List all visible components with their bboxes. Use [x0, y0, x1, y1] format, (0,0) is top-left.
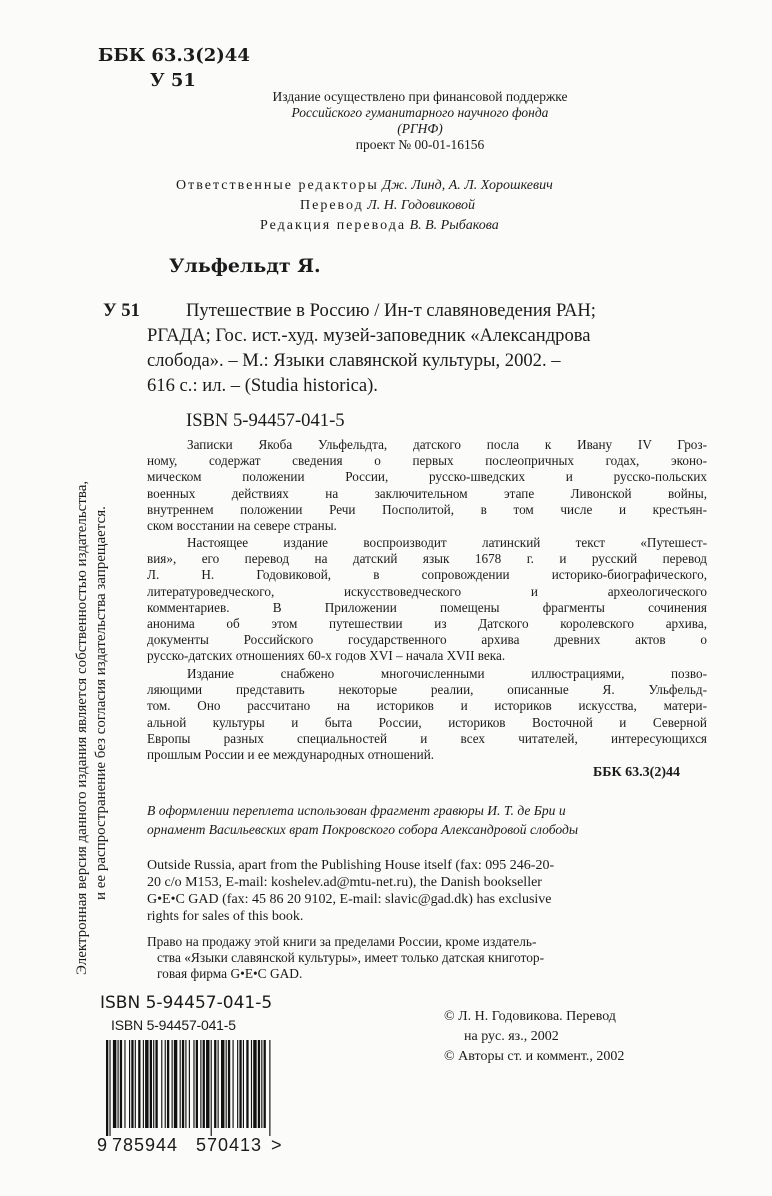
barcode-bar	[143, 1040, 144, 1128]
rights-russian	[147, 934, 707, 982]
barcode-bar	[150, 1040, 152, 1128]
catalog-line-4: 616 с.: ил. – (Studia historica).	[147, 375, 378, 396]
author-heading: Ульфельдт Я.	[169, 255, 321, 277]
barcode-bar	[155, 1040, 157, 1128]
catalog-line-2: РГАДА; Гос. ист.-худ. музей-заповедник «Александрова	[147, 325, 591, 346]
abstract-line: ному, содержат сведения о первых послеопричных годах, эконо-	[147, 453, 707, 469]
translation-name: Л. Н. Годовиковой	[367, 198, 475, 213]
barcode-bar	[120, 1040, 122, 1128]
author-mark: У 51	[150, 70, 196, 91]
barcode-bar	[153, 1040, 154, 1128]
barcode-digits-right: 570413	[196, 1135, 263, 1155]
funding-line-3: (РГНФ)	[397, 121, 443, 136]
barcode-bar	[251, 1040, 252, 1128]
barcode-top-text: ISBN 5-94457-041-5	[111, 1017, 236, 1033]
barcode-bar	[165, 1040, 166, 1128]
abstract-line: ляющими представить некоторые реалии, описанные Я. Ульфельд-	[147, 682, 707, 698]
abstract-line: русско-датских отношениях 60-х годов XVI – начала XVII века.	[147, 648, 506, 664]
barcode-bar	[239, 1040, 241, 1128]
side-notice-line-1: Электронная версия данного издания является собственностью издательства,	[74, 480, 90, 975]
rights-en-line: 20 c/o M153, E-mail: koshelev.ad@mtu-net.ru), the Danish bookseller	[147, 875, 542, 890]
abstract-line: Европы разных специальностей и всех читателей, интересующихся	[147, 730, 707, 746]
translation-label: Перевод	[300, 198, 364, 213]
rights-ru-line: говая фирма G•E•C GAD.	[157, 966, 303, 981]
translation-editor-name: В. В. Рыбакова	[409, 218, 499, 233]
copyright-block	[444, 1007, 624, 1067]
abstract-line: Записки Якоба Ульфельдта, датского посла к Ивану IV Гроз-	[187, 437, 707, 452]
barcode-bar	[243, 1040, 244, 1128]
barcode-bar	[118, 1040, 119, 1128]
abstract-line: ском восстании на севере страны.	[147, 518, 337, 534]
rights-english	[147, 857, 707, 925]
barcode-bar	[129, 1040, 130, 1128]
barcode-bar	[228, 1040, 230, 1128]
barcode-bar	[172, 1040, 173, 1128]
editors-line	[176, 178, 553, 194]
barcode-bar	[196, 1040, 198, 1128]
isbn-bottom: ISBN 5-94457-041-5	[100, 993, 273, 1013]
barcode-bar	[206, 1040, 209, 1128]
barcode-bar	[106, 1040, 108, 1136]
abstract-line: анонима об этом путешествии из Датского королевского архива,	[147, 616, 707, 632]
copyright-line-3: © Авторы ст. и коммент., 2002	[444, 1049, 625, 1064]
rights-en-line: G•E•C GAD (fax: 45 86 20 9102, E-mail: slavic@gad.dk) has exclusive	[147, 892, 552, 907]
abstract-line: вия», его перевод на датский язык 1678 г. и русский перевод	[147, 551, 707, 567]
barcode-digits-left: 785944	[112, 1135, 179, 1155]
copyright-line-1: © Л. Н. Годовикова. Перевод	[444, 1009, 616, 1024]
barcode-bar	[221, 1040, 224, 1128]
barcode-bar	[182, 1040, 184, 1128]
barcode-bar	[167, 1040, 169, 1128]
rights-ru-line: ства «Языки славянской культуры», имеет только датская книготор-	[157, 950, 545, 965]
barcode-bar	[193, 1040, 194, 1128]
barcode-bar	[264, 1040, 266, 1128]
abstract-line: Л. Н. Годовиковой, в сопровождении историко-биографического,	[147, 567, 707, 583]
abstract-line: мическом положении России, русско-шведских и русско-польских	[147, 469, 707, 485]
abstract-line: прошлым России и ее международных отношений.	[147, 747, 435, 763]
barcode-bar	[185, 1040, 186, 1128]
rights-en-line: rights for sales of this book.	[147, 909, 304, 924]
barcode-bar	[261, 1040, 262, 1128]
barcode-bar	[174, 1040, 177, 1128]
barcode-bar	[113, 1040, 116, 1128]
barcode-bar	[180, 1040, 181, 1128]
translation-editor-label: Редакция перевода	[260, 218, 407, 233]
catalog-mark: У 51	[103, 300, 140, 321]
editors-names: Дж. Линд, А. Л. Хорошкевич	[382, 178, 553, 193]
abstract-line: том. Оно рассчитано на историков и историков искусства, матери-	[147, 698, 707, 714]
barcode-bar	[246, 1040, 248, 1128]
barcode-bar	[189, 1040, 190, 1128]
funding-line-1: Издание осуществлено при финансовой поддержке	[272, 89, 568, 104]
abstract-paragraph-1	[147, 437, 707, 534]
abstract-line: литературоведческого, искусствоведческого и археологического	[147, 583, 707, 599]
catalog-line-3: слобода». – М.: Языки славянской культуры, 2002. –	[147, 350, 561, 371]
barcode-bar	[200, 1040, 201, 1128]
barcode-bar	[226, 1040, 227, 1128]
catalog-isbn: ISBN 5-94457-041-5	[186, 410, 345, 431]
translation-line	[300, 198, 475, 214]
barcode-bar	[131, 1040, 133, 1128]
barcode-bar	[124, 1040, 125, 1128]
cover-note-line-1: В оформлении переплета использован фрагмент гравюры И. Т. де Бри и	[147, 803, 566, 818]
abstract-line: документы Российского государственного архива древних актов о	[147, 632, 707, 648]
abstract-line: комментариев. В Приложении помещены фрагменты сочинения	[147, 599, 707, 615]
barcode-bar	[211, 1040, 212, 1136]
barcode-bar	[161, 1040, 162, 1128]
barcode-bar	[237, 1040, 238, 1128]
barcode-bar	[203, 1040, 205, 1128]
abstract-line: военных действиях на заключительном этапе Ливонской войны,	[147, 485, 707, 501]
barcode-bar	[218, 1040, 219, 1128]
copyright-line-2: на рус. яз., 2002	[464, 1029, 559, 1044]
barcode-arrow: >	[271, 1135, 282, 1155]
barcode-bar	[233, 1040, 234, 1128]
barcode-bar	[253, 1040, 256, 1128]
bbk-index: ББК 63.3(2)44	[98, 45, 250, 66]
side-notice-line-2: и ее распространение без согласия издательства запрещается.	[93, 506, 109, 900]
funding-line-2: Российского гуманитарного научного фонда	[291, 105, 549, 120]
barcode-bar	[135, 1040, 136, 1128]
abstract-line: внутреннем положении Речи Посполитой, в том числе и крестьян-	[147, 501, 707, 517]
abstract-bbk: ББК 63.3(2)44	[593, 765, 680, 780]
rights-ru-line: Право на продажу этой книги за пределами России, кроме издатель-	[147, 934, 537, 949]
abstract-line: Настоящее издание воспроизводит латинский текст «Путешест-	[187, 535, 707, 550]
editors-label: Ответственные редакторы	[176, 178, 379, 193]
funding-line-4: проект № 00-01-16156	[355, 137, 485, 152]
barcode-digit-first: 9	[97, 1135, 108, 1155]
barcode-bar	[269, 1040, 270, 1136]
abstract-line: Издание снабжено многочисленными иллюстрациями, позво-	[187, 666, 707, 681]
rights-en-line: Outside Russia, apart from the Publishing House itself (fax: 095 246-20-	[147, 858, 555, 873]
translation-editor-line	[260, 218, 499, 234]
abstract-paragraph-3	[147, 666, 707, 763]
barcode-bar	[214, 1040, 216, 1128]
barcode-bar	[258, 1040, 260, 1128]
barcode-bar	[109, 1040, 110, 1136]
barcode-bar	[145, 1040, 148, 1128]
cover-note-line-2: орнамент Васильевских врат Покровского собора Александровой слободы	[147, 822, 579, 837]
catalog-line-1: Путешествие в Россию / Ин-т славяноведения РАН;	[186, 300, 596, 321]
abstract-paragraph-2	[147, 535, 707, 665]
barcode-graphic	[102, 1040, 276, 1136]
funding-block	[180, 89, 660, 153]
barcode-bar	[138, 1040, 140, 1128]
abstract-line: альной культуры и быта России, историков Восточной и Северной	[147, 714, 707, 730]
